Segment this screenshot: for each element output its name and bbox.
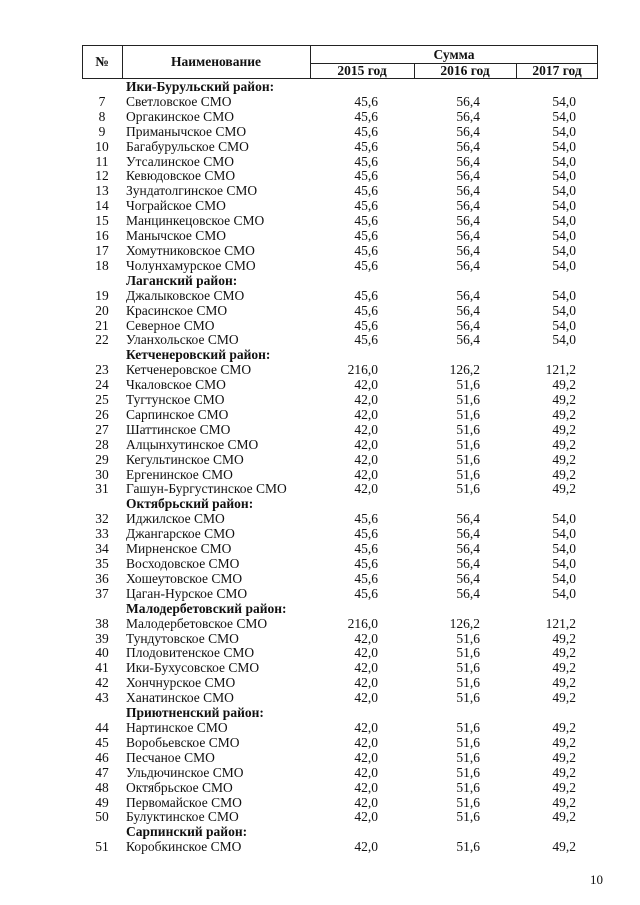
row-number: 47: [95, 764, 109, 780]
value-2015: 45,6: [354, 570, 378, 586]
row-number: 8: [98, 108, 106, 124]
value-2016: 56,4: [456, 287, 480, 303]
municipality-name: Тугтунское СМО: [126, 392, 225, 408]
value-2015: 42,0: [354, 794, 378, 810]
row-number: 9: [98, 123, 106, 139]
municipality-name: Шаттинское СМО: [126, 421, 231, 437]
row-number: 27: [95, 421, 109, 437]
value-2017: 54,0: [552, 213, 576, 229]
year-2016-header: 2016 год: [440, 63, 490, 78]
value-2017: 54,0: [552, 317, 576, 333]
value-2015: 45,6: [354, 183, 378, 199]
municipality-name: Песчаное СМО: [126, 749, 215, 765]
value-2016: 56,4: [456, 108, 480, 124]
value-2015: 45,6: [354, 93, 378, 109]
table-row: [0, 661, 640, 676]
value-2016: 51,6: [456, 675, 480, 691]
value-2016: 51,6: [456, 377, 480, 393]
municipality-name: Красинское СМО: [126, 302, 228, 318]
value-2016: 51,6: [456, 794, 480, 810]
table-row: [0, 199, 640, 214]
row-number: 44: [95, 719, 109, 735]
value-2017: 54,0: [552, 153, 576, 169]
table-row: [0, 512, 640, 527]
value-2016: 56,4: [456, 317, 480, 333]
value-2017: 49,2: [552, 436, 576, 452]
value-2016: 51,6: [456, 779, 480, 795]
value-2016: 51,6: [456, 719, 480, 735]
municipality-name: Хончнурское СМО: [126, 675, 236, 691]
value-2016: 126,2: [449, 362, 480, 378]
table-row: [0, 438, 640, 453]
value-2016: 56,4: [456, 257, 480, 273]
municipality-name: Джангарское СМО: [126, 526, 235, 542]
value-2015: 42,0: [354, 749, 378, 765]
municipality-name: Малодербетовское СМО: [126, 615, 268, 631]
municipality-name: Октябрьское СМО: [126, 779, 233, 795]
table-row: [0, 95, 640, 110]
value-2016: 51,6: [456, 645, 480, 661]
value-2016: 51,6: [456, 406, 480, 422]
municipality-name: Сарпинское СМО: [126, 406, 229, 422]
municipality-name: Уланхольское СМО: [126, 332, 239, 348]
value-2017: 49,2: [552, 779, 576, 795]
table-row: [0, 244, 640, 259]
table-row: [0, 691, 640, 706]
table-row: [0, 140, 640, 155]
value-2017: 121,2: [545, 615, 576, 631]
table-row: [0, 304, 640, 319]
value-2017: 54,0: [552, 93, 576, 109]
municipality-name: Джалыковское СМО: [126, 287, 245, 303]
row-number: 43: [95, 690, 109, 706]
row-number: 25: [95, 392, 109, 408]
district-header-row: [0, 80, 640, 95]
municipality-name: Иджилское СМО: [126, 511, 225, 527]
district-header-row: [0, 602, 640, 617]
municipality-name: Коробкинское СМО: [126, 839, 242, 855]
value-2017: 49,2: [552, 749, 576, 765]
row-number: 11: [95, 153, 109, 169]
table-row: [0, 721, 640, 736]
table-row: [0, 259, 640, 274]
district-name: Малодербетовский район:: [126, 600, 287, 616]
value-2016: 56,4: [456, 213, 480, 229]
value-2017: 49,2: [552, 481, 576, 497]
value-2015: 45,6: [354, 585, 378, 601]
value-2015: 45,6: [354, 302, 378, 318]
table-row: [0, 781, 640, 796]
value-2017: 54,0: [552, 541, 576, 557]
row-number: 41: [95, 660, 109, 676]
value-2016: 51,6: [456, 451, 480, 467]
row-number: 50: [95, 809, 109, 825]
row-number: 48: [95, 779, 109, 795]
row-number: 19: [95, 287, 109, 303]
district-name: Ики-Бурульский район:: [126, 79, 275, 94]
value-2016: 126,2: [449, 615, 480, 631]
table-row: [0, 617, 640, 632]
value-2016: 56,4: [456, 511, 480, 527]
value-2017: 49,2: [552, 451, 576, 467]
municipality-name: Кетченеровское СМО: [126, 362, 252, 378]
value-2017: 54,0: [552, 123, 576, 139]
municipality-name: Утсалинское СМО: [126, 153, 234, 169]
municipality-name: Ханатинское СМО: [126, 690, 234, 706]
row-number: 10: [95, 138, 109, 154]
district-header-row: [0, 348, 640, 363]
table-row: [0, 184, 640, 199]
row-number: 20: [95, 302, 109, 318]
value-2016: 51,6: [456, 392, 480, 408]
row-number: 42: [95, 675, 109, 691]
value-2017: 49,2: [552, 630, 576, 646]
value-2016: 56,4: [456, 541, 480, 557]
table-row: [0, 572, 640, 587]
municipality-name: Кегультинское СМО: [126, 451, 244, 467]
municipality-name: Алцынхутинское СМО: [126, 436, 259, 452]
value-2017: 54,0: [552, 108, 576, 124]
row-number: 39: [95, 630, 109, 646]
value-2015: 45,6: [354, 108, 378, 124]
value-2016: 56,4: [456, 93, 480, 109]
table-row: [0, 125, 640, 140]
municipality-name: Восходовское СМО: [126, 556, 240, 571]
municipality-name: Северное СМО: [126, 317, 215, 333]
value-2016: 56,4: [456, 168, 480, 184]
table-row: [0, 482, 640, 497]
table-row: [0, 751, 640, 766]
value-2016: 56,4: [456, 183, 480, 199]
value-2015: 45,6: [354, 198, 378, 214]
value-2015: 216,0: [347, 362, 378, 378]
table-row: [0, 766, 640, 781]
value-2016: 51,6: [456, 421, 480, 437]
table-row: [0, 542, 640, 557]
value-2015: 42,0: [354, 690, 378, 706]
row-number: 15: [95, 213, 109, 229]
value-2017: 49,2: [552, 809, 576, 825]
table-row: [0, 378, 640, 393]
value-2015: 45,6: [354, 556, 378, 571]
value-2017: 54,0: [552, 183, 576, 199]
table-row: [0, 527, 640, 542]
row-number: 46: [95, 749, 109, 765]
row-number: 22: [95, 332, 109, 348]
table-row: [0, 408, 640, 423]
table-row: [0, 468, 640, 483]
row-number: 21: [95, 317, 109, 333]
value-2015: 42,0: [354, 839, 378, 855]
value-2015: 42,0: [354, 466, 378, 482]
row-number: 12: [95, 168, 109, 184]
municipality-name: Ики-Бухусовское СМО: [126, 660, 260, 676]
value-2015: 42,0: [354, 630, 378, 646]
value-2017: 49,2: [552, 392, 576, 408]
table-row: [0, 423, 640, 438]
value-2017: 54,0: [552, 302, 576, 318]
page-number: 10: [590, 872, 603, 887]
district-name: Лаганский район:: [126, 272, 238, 288]
value-2016: 56,4: [456, 570, 480, 586]
value-2015: 42,0: [354, 392, 378, 408]
value-2015: 42,0: [354, 660, 378, 676]
value-2017: 49,2: [552, 421, 576, 437]
municipality-name: Кевюдовское СМО: [126, 168, 236, 184]
value-2015: 42,0: [354, 764, 378, 780]
value-2016: 51,6: [456, 734, 480, 750]
table-row: [0, 453, 640, 468]
municipality-name: Цаган-Нурское СМО: [126, 585, 248, 601]
table-row: [0, 289, 640, 304]
row-number: 16: [95, 228, 109, 244]
table-row: [0, 110, 640, 125]
row-number: 7: [98, 93, 106, 109]
value-2015: 45,6: [354, 317, 378, 333]
value-2017: 54,0: [552, 556, 576, 571]
value-2017: 54,0: [552, 570, 576, 586]
value-2015: 45,6: [354, 213, 378, 229]
municipality-name: Хошеутовское СМО: [126, 570, 243, 586]
year-2015-header: 2015 год: [337, 63, 387, 78]
value-2015: 45,6: [354, 257, 378, 273]
table-row: [0, 169, 640, 184]
value-2015: 42,0: [354, 406, 378, 422]
value-2015: 42,0: [354, 675, 378, 691]
row-number: 51: [95, 839, 109, 855]
municipality-name: Гашун-Бургустинское СМО: [126, 481, 287, 497]
value-2015: 45,6: [354, 511, 378, 527]
value-2017: 54,0: [552, 198, 576, 214]
value-2015: 45,6: [354, 287, 378, 303]
value-2016: 56,4: [456, 585, 480, 601]
value-2017: 49,2: [552, 675, 576, 691]
municipality-name: Ергенинское СМО: [126, 466, 233, 482]
row-number: 38: [95, 615, 109, 631]
value-2016: 56,4: [456, 123, 480, 139]
municipality-name: Тундутовское СМО: [126, 630, 239, 646]
value-2017: 54,0: [552, 257, 576, 273]
table-row: [0, 333, 640, 348]
row-number: 36: [95, 570, 109, 586]
municipality-name: Чкаловское СМО: [126, 377, 226, 393]
district-name: Приютненский район:: [126, 705, 264, 721]
row-number: 32: [95, 511, 109, 527]
value-2017: 54,0: [552, 526, 576, 542]
row-number: 26: [95, 406, 109, 422]
value-2017: 54,0: [552, 287, 576, 303]
value-2015: 45,6: [354, 123, 378, 139]
table-row: [0, 319, 640, 334]
municipality-name: Манцинкецовское СМО: [126, 213, 265, 229]
table-row: [0, 810, 640, 825]
value-2016: 56,4: [456, 332, 480, 348]
row-number: 35: [95, 556, 109, 571]
value-2015: 42,0: [354, 481, 378, 497]
value-2017: 54,0: [552, 242, 576, 258]
table-row: [0, 214, 640, 229]
value-2015: 42,0: [354, 734, 378, 750]
municipality-name: Хомутниковское СМО: [126, 242, 255, 258]
municipality-name: Манычское СМО: [126, 228, 226, 244]
value-2016: 51,6: [456, 630, 480, 646]
municipality-name: Оргакинское СМО: [126, 108, 234, 124]
table-row: [0, 393, 640, 408]
value-2017: 49,2: [552, 660, 576, 676]
value-2017: 49,2: [552, 690, 576, 706]
value-2016: 51,6: [456, 764, 480, 780]
row-number: 18: [95, 257, 109, 273]
row-number: 13: [95, 183, 109, 199]
value-2016: 56,4: [456, 556, 480, 571]
value-2015: 45,6: [354, 153, 378, 169]
row-number: 37: [95, 585, 109, 601]
value-2017: 49,2: [552, 794, 576, 810]
value-2016: 51,6: [456, 660, 480, 676]
value-2017: 49,2: [552, 719, 576, 735]
table-row: [0, 840, 640, 855]
value-2017: 54,0: [552, 168, 576, 184]
municipality-name: Первомайское СМО: [126, 794, 242, 810]
table-row: [0, 736, 640, 751]
value-2017: 49,2: [552, 466, 576, 482]
row-number: 34: [95, 541, 109, 557]
value-2016: 56,4: [456, 242, 480, 258]
value-2016: 51,6: [456, 690, 480, 706]
row-number: 24: [95, 377, 109, 393]
row-number: 40: [95, 645, 109, 661]
district-header-row: [0, 825, 640, 840]
year-2017-header: 2017 год: [532, 63, 582, 78]
value-2015: 216,0: [347, 615, 378, 631]
district-name: Кетченеровский район:: [126, 347, 271, 363]
value-2017: 54,0: [552, 332, 576, 348]
value-2017: 49,2: [552, 645, 576, 661]
value-2015: 42,0: [354, 645, 378, 661]
value-2017: 54,0: [552, 511, 576, 527]
row-number: 17: [95, 242, 109, 258]
row-number: 29: [95, 451, 109, 467]
table-row: [0, 632, 640, 647]
value-2017: 49,2: [552, 764, 576, 780]
value-2015: 42,0: [354, 451, 378, 467]
value-2015: 45,6: [354, 168, 378, 184]
row-number: 45: [95, 734, 109, 750]
table-row: [0, 587, 640, 602]
municipality-name: Воробьевское СМО: [126, 734, 240, 750]
municipality-name: Булуктинское СМО: [126, 809, 239, 825]
row-number: 30: [95, 466, 109, 482]
value-2015: 42,0: [354, 377, 378, 393]
value-2017: 54,0: [552, 228, 576, 244]
table-row: [0, 229, 640, 244]
table-row: [0, 363, 640, 378]
value-2016: 51,6: [456, 839, 480, 855]
value-2016: 51,6: [456, 466, 480, 482]
value-2015: 45,6: [354, 526, 378, 542]
municipality-name: Зундатолгинское СМО: [126, 183, 258, 199]
value-2016: 56,4: [456, 228, 480, 244]
value-2017: 49,2: [552, 406, 576, 422]
municipality-name: Светловское СМО: [126, 93, 232, 109]
value-2015: 42,0: [354, 779, 378, 795]
value-2016: 51,6: [456, 436, 480, 452]
municipality-name: Чограйское СМО: [126, 198, 226, 214]
value-2016: 56,4: [456, 198, 480, 214]
value-2017: 49,2: [552, 377, 576, 393]
row-number: 31: [95, 481, 109, 497]
municipality-name: Нартинское СМО: [126, 719, 228, 735]
num-column-header: №: [95, 54, 109, 69]
value-2017: 54,0: [552, 585, 576, 601]
sum-column-header: Сумма: [433, 47, 475, 62]
value-2017: 49,2: [552, 734, 576, 750]
municipality-name: Плодовитенское СМО: [126, 645, 255, 661]
table-header: [82, 45, 598, 79]
municipality-name: Мирненское СМО: [126, 541, 232, 557]
district-header-row: [0, 706, 640, 721]
row-number: 49: [95, 794, 109, 810]
value-2015: 45,6: [354, 138, 378, 154]
value-2015: 42,0: [354, 809, 378, 825]
municipality-name: Чолунхамурское СМО: [126, 257, 256, 273]
row-number: 23: [95, 362, 109, 378]
value-2016: 56,4: [456, 302, 480, 318]
municipality-name: Приманычское СМО: [126, 123, 247, 139]
table-row: [0, 796, 640, 811]
value-2015: 45,6: [354, 332, 378, 348]
value-2017: 49,2: [552, 839, 576, 855]
table-row: [0, 557, 640, 572]
value-2015: 45,6: [354, 228, 378, 244]
name-column-header: Наименование: [171, 54, 261, 69]
value-2015: 42,0: [354, 719, 378, 735]
value-2017: 121,2: [545, 362, 576, 378]
value-2015: 42,0: [354, 421, 378, 437]
value-2017: 54,0: [552, 138, 576, 154]
district-header-row: [0, 497, 640, 512]
value-2016: 51,6: [456, 749, 480, 765]
row-number: 28: [95, 436, 109, 452]
district-header-row: [0, 274, 640, 289]
table-row: [0, 646, 640, 661]
municipality-name: Багабурульское СМО: [126, 138, 249, 154]
value-2016: 56,4: [456, 153, 480, 169]
value-2015: 42,0: [354, 436, 378, 452]
district-name: Октябрьский район:: [126, 496, 254, 512]
district-name: Сарпинский район:: [126, 824, 248, 840]
value-2016: 51,6: [456, 809, 480, 825]
value-2016: 56,4: [456, 138, 480, 154]
municipality-name: Ульдючинское СМО: [126, 764, 244, 780]
value-2015: 45,6: [354, 541, 378, 557]
value-2016: 56,4: [456, 526, 480, 542]
value-2015: 45,6: [354, 242, 378, 258]
row-number: 33: [95, 526, 109, 542]
row-number: 14: [95, 198, 109, 214]
table-row: [0, 155, 640, 170]
value-2016: 51,6: [456, 481, 480, 497]
table-body: [0, 80, 640, 855]
table-row: [0, 676, 640, 691]
